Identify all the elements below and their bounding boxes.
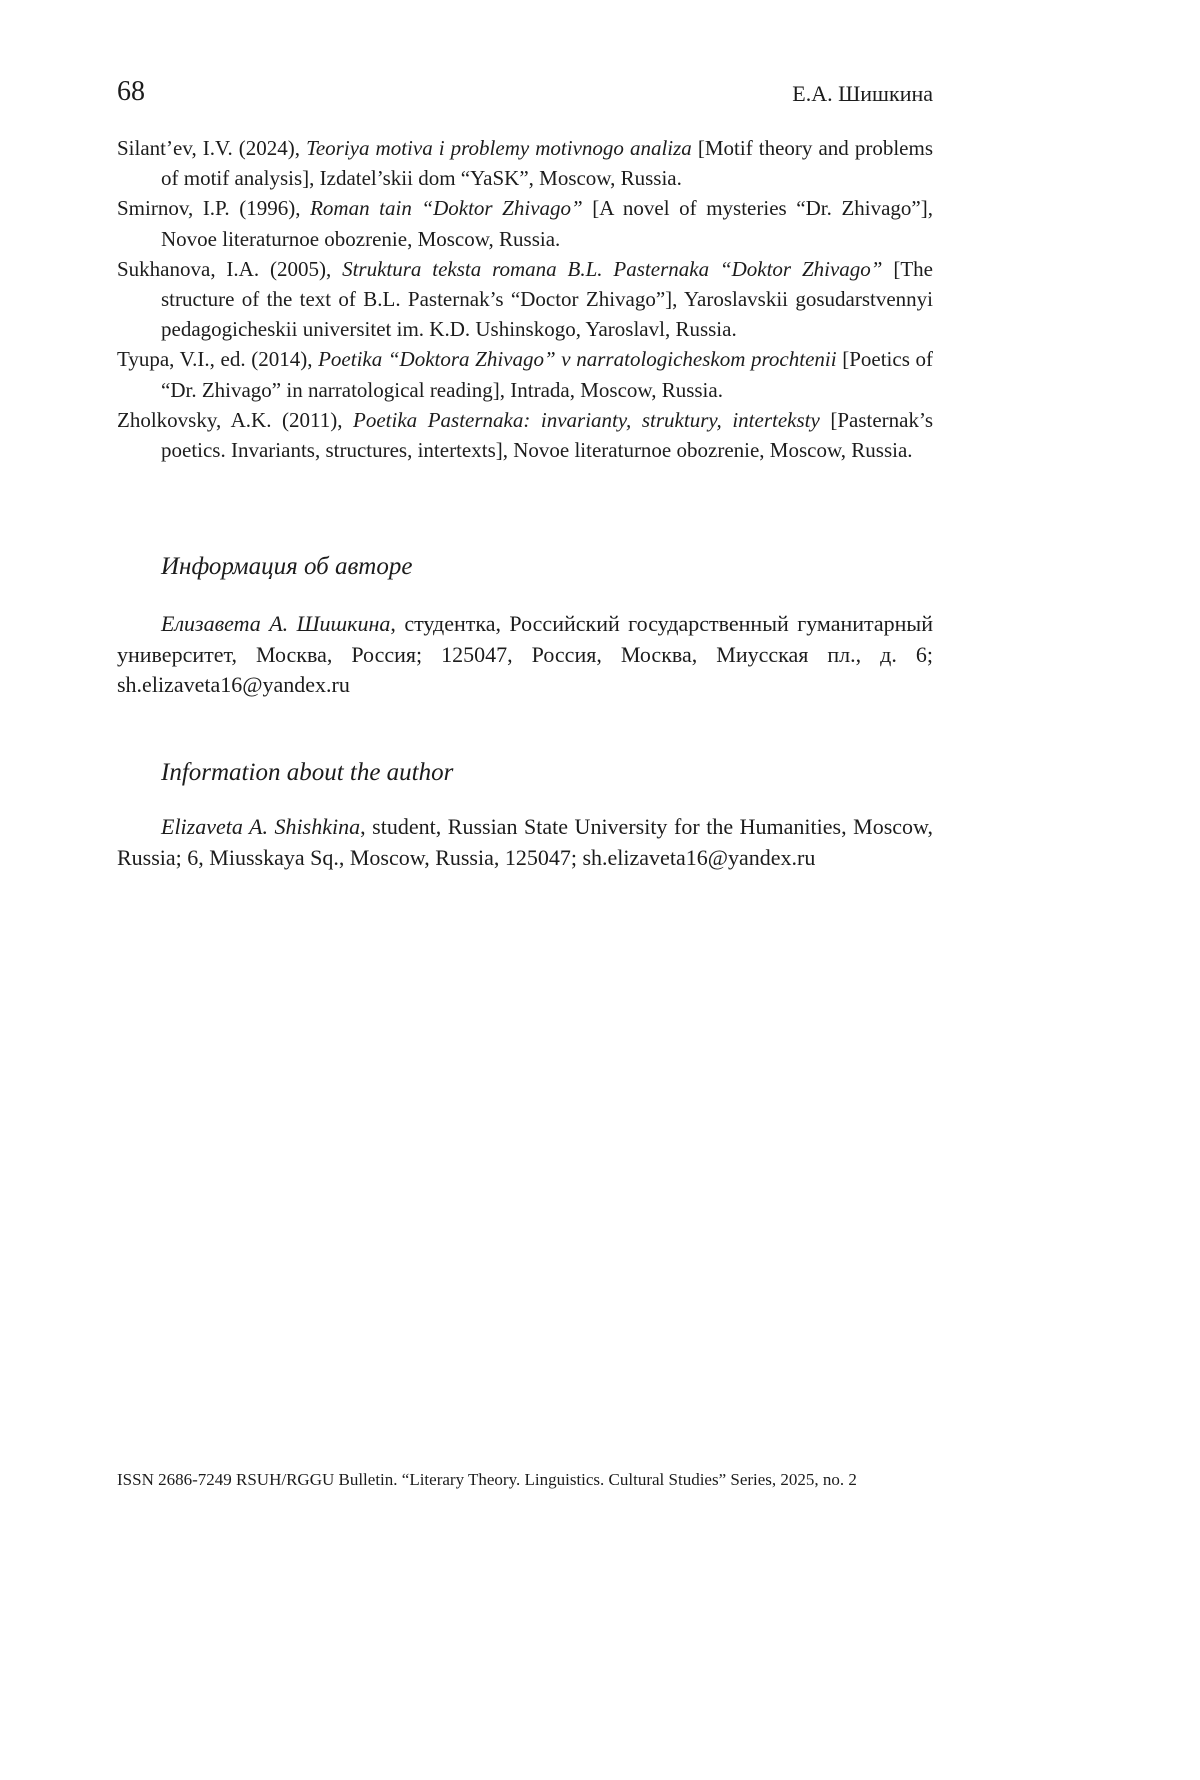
author-info-en <box>117 812 933 873</box>
reference-entry <box>117 133 933 193</box>
reference-authors: Silant’ev, I.V. (2024), <box>117 136 307 160</box>
reference-list <box>117 133 933 465</box>
reference-details: [A novel of mysteries “Dr. Zhivago”], Novoe literaturnoe obozrenie, Moscow, Russia. <box>161 196 933 251</box>
author-name-ru: Елизавета А. Шишкина <box>161 611 391 636</box>
reference-title: Poetika “Doktora Zhivago” v narratologicheskom prochtenii <box>318 347 837 372</box>
author-info-heading-en: Information about the author <box>161 759 454 786</box>
reference-title: Poetika Pasternaka: invarianty, struktury, interteksty <box>353 407 820 432</box>
reference-entry <box>117 405 933 465</box>
reference-authors: Tyupa, V.I., ed. (2014), <box>117 347 319 372</box>
page-number: 68 <box>117 76 145 107</box>
reference-details: [Pasternak’s poetics. Invariants, structures, intertexts], Novoe literaturnoe obozrenie, Moscow, Russia. <box>161 407 933 463</box>
reference-details: [Poetics of “Dr. Zhivago” in narratological reading], Intrada, Moscow, Russia. <box>161 347 934 402</box>
reference-authors: Zholkovsky, A.K. (2011), <box>117 407 354 432</box>
reference-details: [Motif theory and problems of motif analysis], Izdatel’skii dom “YaSK”, Moscow, Russia. <box>161 136 934 191</box>
reference-entry <box>117 254 933 345</box>
running-head: Е.А. Шишкина <box>792 81 933 106</box>
author-info-heading-ru: Информация об авторе <box>161 553 413 580</box>
reference-title: Teoriya motiva i problemy motivnogo analiza <box>306 136 692 160</box>
reference-title: Roman tain “Doktor Zhivago” <box>310 196 583 221</box>
reference-details: [The structure of the text of B.L. Pasternak’s “Doctor Zhivago”], Yaroslavskii gosudarstvennyi pedagogicheskii universitet im. K.D. Ushinskogo, Yaroslavl, Russia. <box>161 256 934 342</box>
reference-authors: Smirnov, I.P. (1996), <box>117 196 311 221</box>
author-details-ru: , студентка, Российский государственный гуманитарный университет, Москва, Россия; 125047, Россия, Москва, Миусская пл., д. 6; sh.elizaveta16@yandex.ru <box>117 611 933 697</box>
author-info-ru <box>117 609 933 701</box>
reference-authors: Sukhanova, I.A. (2005), <box>117 256 343 281</box>
reference-entry <box>117 344 933 404</box>
reference-entry <box>117 193 933 253</box>
author-details-en: , student, Russian State University for the Humanities, Moscow, Russia; 6, Miusskaya Sq., Moscow, Russia, 125047; sh.elizaveta16@yandex.ru <box>117 814 933 870</box>
author-name-en: Elizaveta A. Shishkina <box>161 814 361 839</box>
reference-title: Struktura teksta romana B.L. Pasternaka “Doktor Zhivago” <box>342 256 883 281</box>
journal-footer: ISSN 2686-7249 RSUH/RGGU Bulletin. “Literary Theory. Linguistics. Cultural Studies” Series, 2025, no. 2 <box>117 1470 857 1489</box>
